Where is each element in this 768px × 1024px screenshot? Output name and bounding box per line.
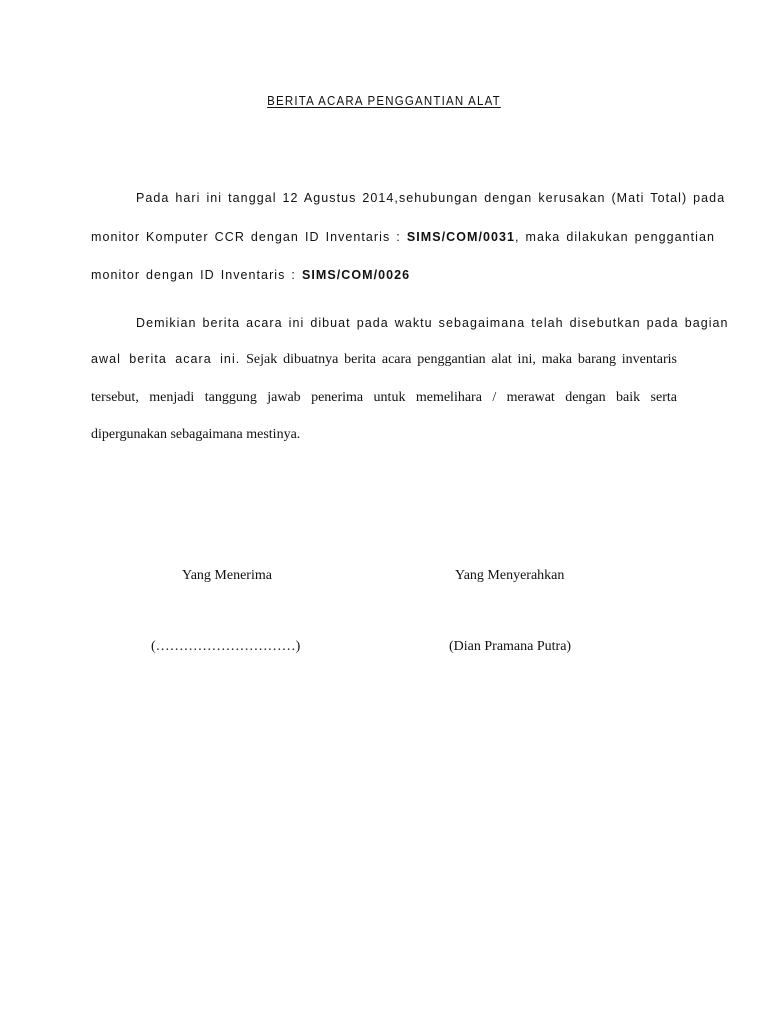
paragraph2-line3: tersebut, menjadi tanggung jawab penerima untuk memelihara / merawat dengan baik serta (91, 389, 677, 405)
document-title: BERITA ACARA PENGGANTIAN ALAT (267, 94, 501, 108)
paragraph1-line2 (91, 218, 715, 257)
paragraph-responsibility (91, 341, 677, 454)
giver-name: (Dian Pramana Putra) (449, 639, 572, 654)
paragraph2-line1: Demikian berita acara ini dibuat pada waktu sebagaimana telah disebutkan pada bagian (136, 316, 729, 330)
giver-label: Yang Menyerahkan (455, 568, 565, 583)
paragraph1-line2-suffix: , maka dilakukan penggantian (514, 229, 715, 244)
paragraph2-line2-suffix: Sejak dibuatnya berita acara penggantian alat ini, maka barang inventaris (240, 352, 678, 367)
paragraph2-first-line (91, 304, 729, 343)
paragraph-replacement-details (91, 179, 726, 295)
receiver-label: Yang Menerima (182, 568, 272, 583)
new-inventory-id: SIMS/COM/0026 (301, 268, 411, 282)
receiver-name-placeholder: (…………………………) (151, 639, 301, 654)
paragraph2-line2-prefix: awal berita acara ini. (91, 352, 241, 366)
paragraph1-line3-prefix: monitor dengan ID Inventaris : (91, 268, 302, 282)
paragraph1-line2-prefix: monitor Komputer CCR dengan ID Inventaris : (91, 229, 407, 244)
paragraph2-line4: dipergunakan sebagaimana mestinya. (91, 427, 301, 442)
paragraph2-line2 (91, 341, 677, 379)
paragraph1-line3 (91, 256, 677, 295)
old-inventory-id: SIMS/COM/0031 (406, 229, 515, 244)
paragraph1-line1: Pada hari ini tanggal 12 Agustus 2014,sehubungan dengan kerusakan (Mati Total) pada (136, 191, 726, 205)
